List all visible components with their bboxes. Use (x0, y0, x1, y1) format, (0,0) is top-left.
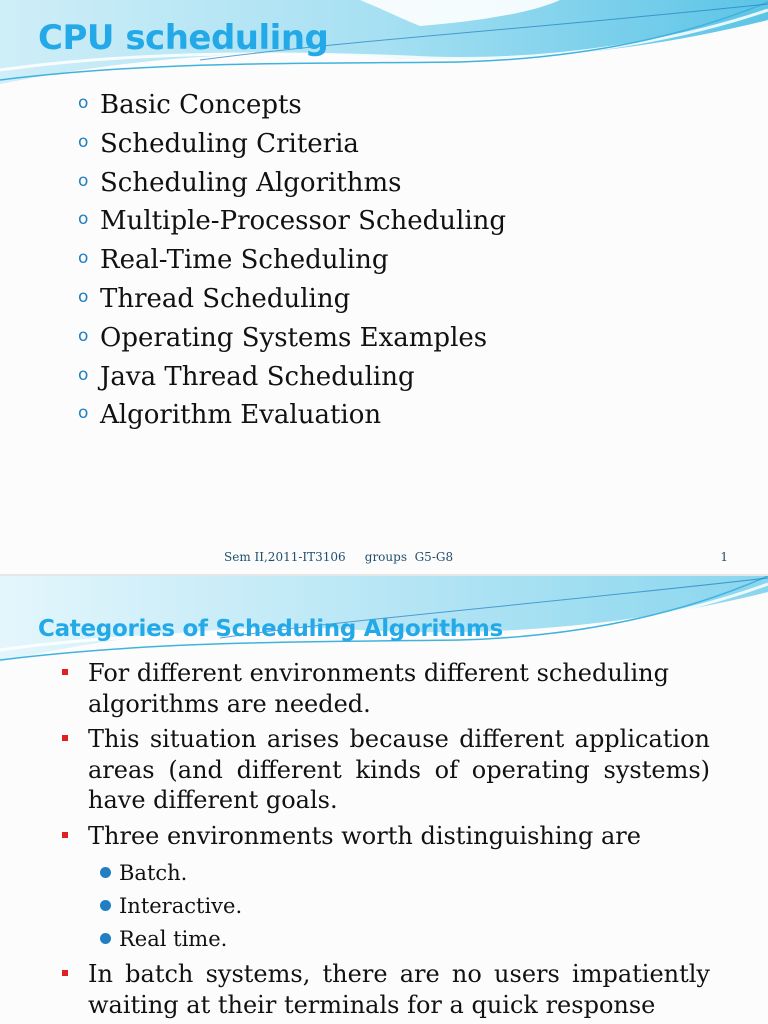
list-item (62, 658, 710, 719)
list-item (78, 284, 506, 323)
circle-bullet-icon: o (78, 286, 89, 307)
circle-bullet-icon: o (78, 170, 89, 191)
square-bullet-icon (62, 970, 68, 976)
square-bullet-icon (62, 735, 68, 741)
dot-bullet-icon (100, 900, 111, 911)
list-item-label: For different environments different scheduling algorithms are needed. (88, 659, 669, 718)
slide-footer: Sem II,2011-IT3106 groups G5-G8 (224, 550, 454, 564)
list-item-label: Scheduling Algorithms (100, 167, 402, 198)
list-item-label: Multiple-Processor Scheduling (100, 206, 507, 237)
list-item-label: In batch systems, there are no users impatiently waiting at their terminals for a quick response (88, 960, 710, 1019)
list-item-label: Algorithm Evaluation (100, 400, 382, 431)
list-item-label: Real-Time Scheduling (100, 245, 389, 276)
list-item (78, 245, 506, 284)
list-item (78, 400, 506, 439)
page-number: 1 (720, 550, 728, 564)
sub-list-item (100, 889, 710, 922)
slide-title: CPU scheduling (38, 18, 329, 58)
sub-list-item-label: Batch. (119, 860, 188, 885)
list-item (78, 323, 506, 362)
list-item (78, 362, 506, 401)
slide-title: Categories of Scheduling Algorithms (38, 616, 503, 642)
square-bullet-icon (62, 832, 68, 838)
list-item-label: Java Thread Scheduling (100, 361, 415, 392)
circle-bullet-icon: o (78, 209, 89, 230)
sub-list-item-label: Real time. (119, 926, 228, 951)
list-item-label: Thread Scheduling (100, 283, 351, 314)
circle-bullet-icon: o (78, 325, 89, 346)
list-item (78, 206, 506, 245)
sub-bullet-list (100, 856, 710, 955)
list-item-label: Scheduling Criteria (100, 128, 359, 159)
list-item (78, 129, 506, 168)
sub-list-item (100, 922, 710, 955)
topic-list (78, 90, 506, 439)
circle-bullet-icon: o (78, 364, 89, 385)
circle-bullet-icon: o (78, 131, 89, 152)
sub-list-item (100, 856, 710, 889)
circle-bullet-icon: o (78, 93, 89, 113)
list-item (62, 959, 710, 1020)
sub-list-item-label: Interactive. (119, 893, 243, 918)
list-item (78, 90, 506, 129)
dot-bullet-icon (100, 933, 111, 944)
list-item (78, 168, 506, 207)
list-item-label: This situation arises because different application areas (and different kinds of operating systems) have different goals. (88, 725, 710, 814)
slide-2 (0, 576, 768, 1024)
list-item-label: Three environments worth distinguishing are (88, 821, 641, 850)
list-item (62, 724, 710, 816)
dot-bullet-icon (100, 867, 111, 878)
square-bullet-icon (62, 669, 68, 675)
circle-bullet-icon: o (78, 248, 89, 269)
list-item (62, 821, 710, 852)
bullet-list (62, 658, 710, 1024)
list-item-label: Operating Systems Examples (100, 322, 488, 353)
circle-bullet-icon: o (78, 403, 89, 424)
list-item-label: Basic Concepts (100, 90, 302, 120)
